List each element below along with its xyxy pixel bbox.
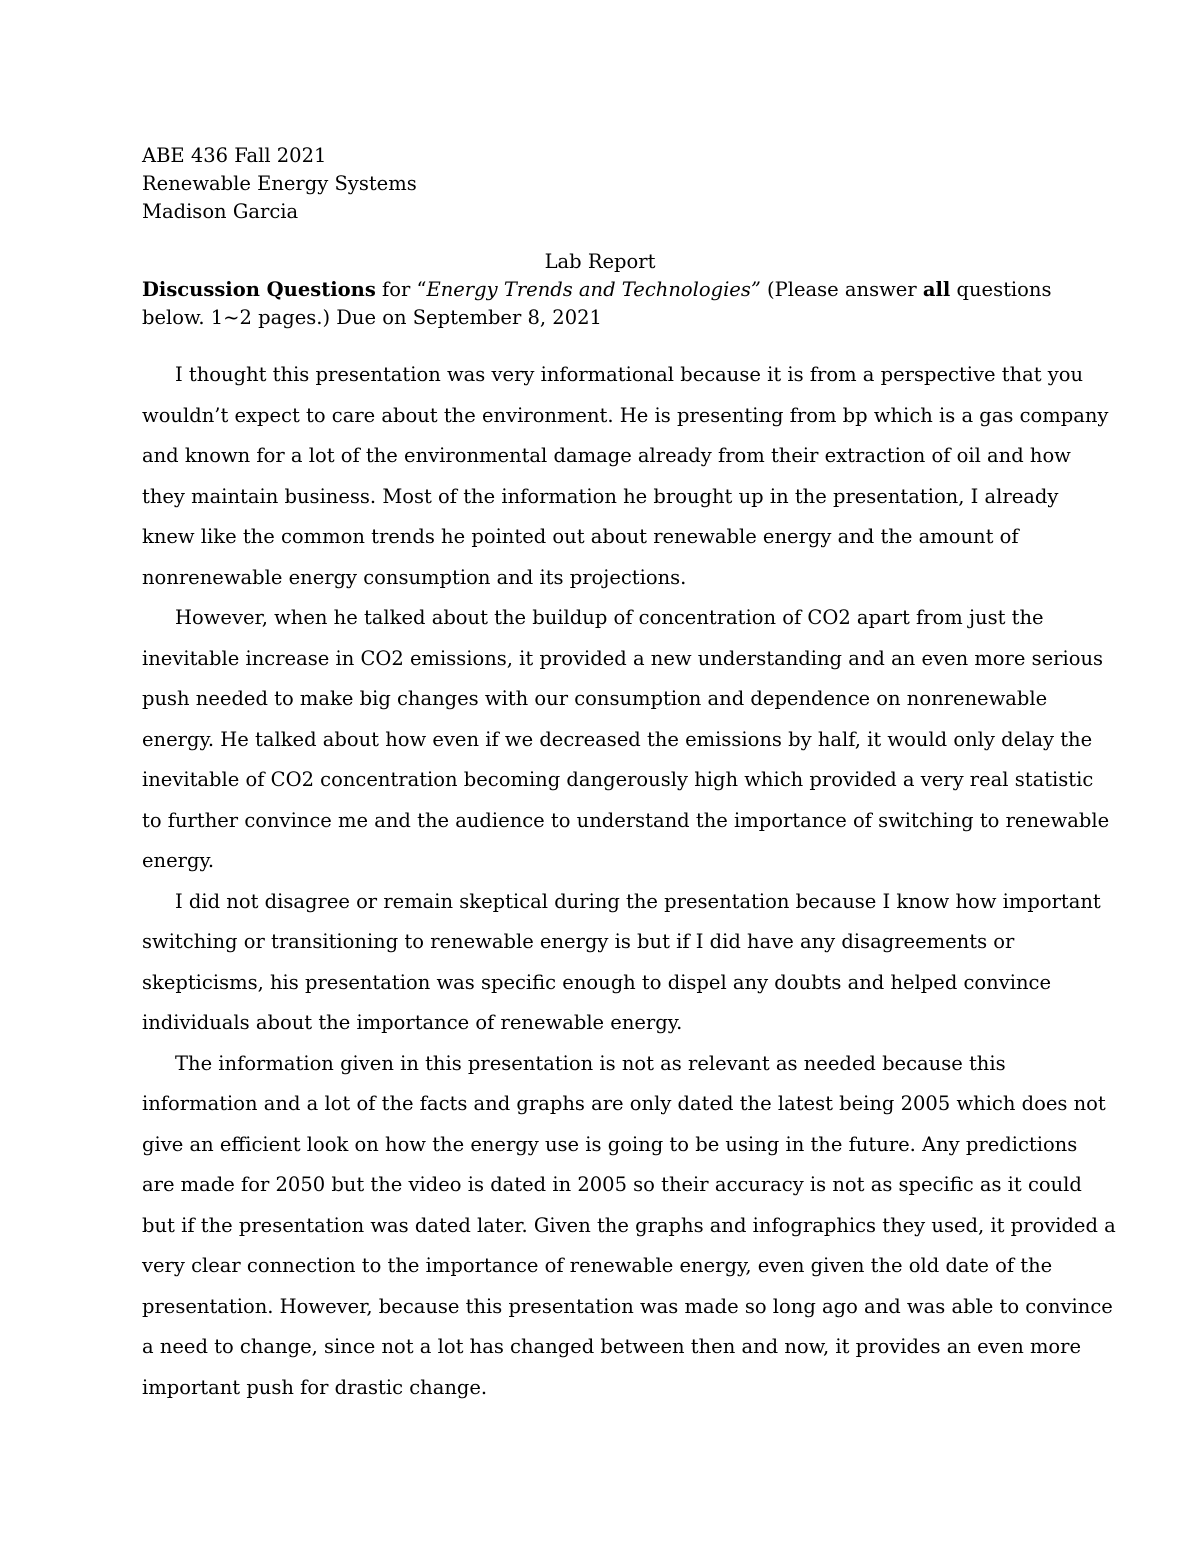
paragraph-line: but if the presentation was dated later. Given the graphs and infographics they used, it provided a: [142, 1213, 1116, 1237]
prompt-topic: Energy Trends and Technologies”: [426, 278, 761, 301]
paragraph-line: nonrenewable energy consumption and its projections.: [142, 565, 687, 589]
prompt-line-2: below. 1~2 pages.) Due on September 8, 2021: [142, 306, 602, 329]
prompt-bold-label: Discussion Questions: [142, 278, 376, 301]
paragraph-line: they maintain business. Most of the information he brought up in the presentation, I already: [142, 484, 1059, 508]
paragraph: [142, 355, 1109, 598]
paragraph-line: a need to change, since not a lot has changed between then and now, it provides an even more: [142, 1335, 1082, 1358]
paragraph-line: knew like the common trends he pointed out about renewable energy and the amount of: [142, 525, 1019, 548]
paragraph-line: and known for a lot of the environmental damage already from their extraction of oil and how: [142, 444, 1071, 467]
paragraph-line: presentation. However, because this presentation was made so long ago and was able to convince: [142, 1294, 1113, 1318]
prompt-after-topic: (Please answer: [760, 278, 923, 301]
prompt-after-all: questions: [950, 278, 1052, 301]
paragraph-line: important push for drastic change.: [142, 1375, 488, 1399]
paragraph-line: information and a lot of the facts and graphs are only dated the latest being 2005 which does not: [142, 1092, 1106, 1115]
prompt-line-1: [142, 276, 1058, 304]
paragraph-line: individuals about the importance of renewable energy.: [142, 1011, 683, 1034]
paragraph-line: give an efficient look on how the energy use is going to be using in the future. Any predictions: [142, 1132, 1078, 1156]
paragraph-line: energy.: [142, 849, 215, 872]
document-title: Lab Report: [544, 250, 656, 273]
class-title-line: Renewable Energy Systems: [142, 172, 417, 195]
prompt-for-text: for “: [375, 278, 427, 301]
document-header: [142, 142, 1062, 226]
paragraph-line: push needed to make big changes with our consumption and dependence on nonrenewable: [142, 687, 1048, 710]
paragraph-line: very clear connection to the importance of renewable energy, even given the old date of the: [142, 1254, 1053, 1277]
paragraph-line: to further convince me and the audience to understand the importance of switching to renewable: [142, 808, 1110, 832]
paragraph-line: However, when he talked about the buildup of concentration of CO2 apart from just the: [175, 606, 1044, 629]
course-line: ABE 436 Fall 2021: [142, 144, 327, 167]
prompt-bold-all: all: [922, 278, 951, 301]
author-line: Madison Garcia: [142, 200, 299, 223]
paragraph-line: inevitable increase in CO2 emissions, it provided a new understanding and an even more serious: [142, 646, 1104, 670]
paragraph-line: energy. He talked about how even if we decreased the emissions by half, it would only delay the: [142, 727, 1093, 751]
paragraph-line: I thought this presentation was very informational because it is from a perspective that you: [175, 363, 1084, 386]
paragraph-line: skepticisms, his presentation was specific enough to dispel any doubts and helped convince: [142, 970, 1051, 994]
paragraph-line: inevitable of CO2 concentration becoming dangerously high which provided a very real statistic: [142, 768, 1094, 791]
paragraph-line: The information given in this presentation is not as relevant as needed because this: [175, 1051, 1006, 1075]
discussion-prompt: [142, 276, 1058, 332]
paragraph-line: are made for 2050 but the video is dated in 2005 so their accuracy is not as specific as it could: [142, 1173, 1082, 1196]
paragraph-line: wouldn’t expect to care about the environment. He is presenting from bp which is a gas company: [142, 403, 1109, 427]
paragraph: [142, 882, 1101, 1044]
paragraph-line: I did not disagree or remain skeptical during the presentation because I know how important: [175, 889, 1101, 913]
document-body: [142, 355, 1116, 1408]
paragraph-line: switching or transitioning to renewable energy is but if I did have any disagreements or: [142, 930, 1015, 953]
paragraph: [142, 598, 1110, 882]
paragraph: [142, 1044, 1116, 1409]
